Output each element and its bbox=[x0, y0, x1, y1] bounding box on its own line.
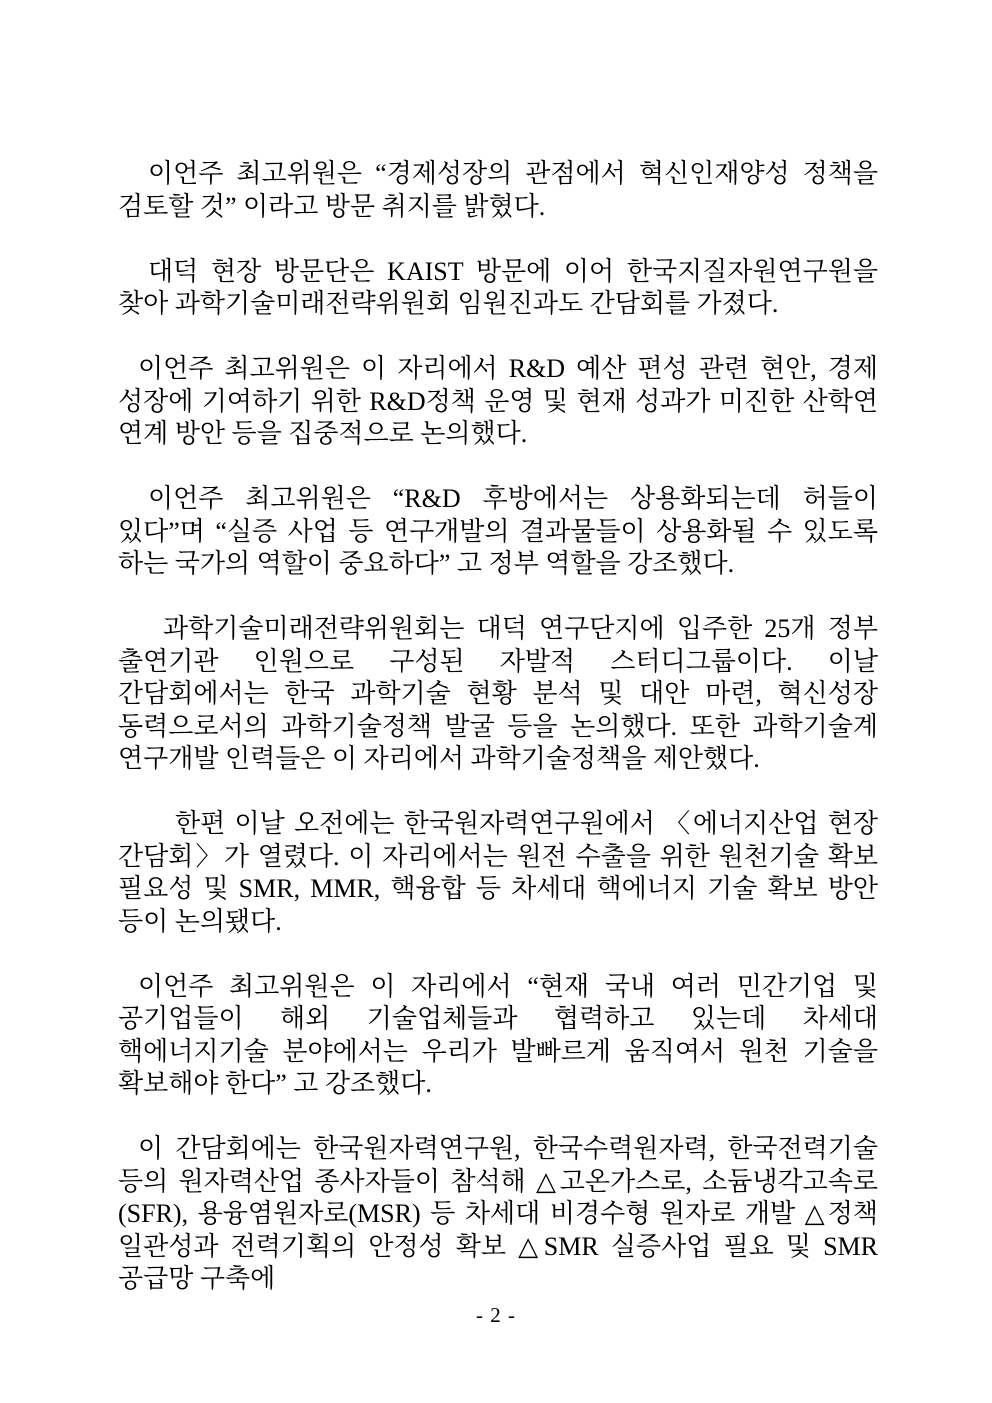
document-body bbox=[118, 158, 878, 1328]
paragraph-6: 한편 이날 오전에는 한국원자력연구원에서 〈에너지산업 현장 간담회〉가 열렸다. 이 자리에서는 원전 수출을 위한 원천기술 확보 필요성 및 SMR, MMR, 핵융합 등 차세대 핵에너지 기술 확보 방안 등이 논의됐다. bbox=[118, 809, 878, 936]
page-footer bbox=[0, 1303, 992, 1328]
paragraph-8: 이 간담회에는 한국원자력연구원, 한국수력원자력, 한국전력기술 등의 원자력산업 종사자들이 참석해 △고온가스로, 소듐냉각고속로(SFR), 용융염원자로(MSR) 등 차세대 비경수형 원자로 개발 △정책 일관성과 전력기획의 안정성 확보 △SMR 실증사업 필요 및 SMR 공급망 구축에 bbox=[118, 1134, 878, 1293]
paragraph-1: 이언주 최고위원은 “경제성장의 관점에서 혁신인재양성 정책을 검토할 것” 이라고 방문 취지를 밝혔다. bbox=[118, 159, 878, 221]
paragraph-5: 과학기술미래전략위원회는 대덕 연구단지에 입주한 25개 정부 출연기관 인원으로 구성된 자발적 스터디그룹이다. 이날 간담회에서는 한국 과학기술 현황 분석 및 대안 마련, 혁신성장 동력으로서의 과학기술정책 발굴 등을 논의했다. 또한 과학기술계 연구개발 인력들은 이 자리에서 과학기술정책을 제안했다. bbox=[118, 614, 878, 773]
paragraph-3: 이언주 최고위원은 이 자리에서 R&D 예산 편성 관련 현안, 경제 성장에 기여하기 위한 R&D정책 운영 및 현재 성과가 미진한 산학연 연계 방안 등을 집중적으로 논의했다. bbox=[118, 354, 878, 448]
paragraph-7: 이언주 최고위원은 이 자리에서 “현재 국내 여러 민간기업 및 공기업들이 해외 기술업체들과 협력하고 있는데 차세대 핵에너지기술 분야에서는 우리가 발빠르게 움직여서 원천 기술을 확보해야 한다” 고 강조했다. bbox=[118, 971, 878, 1098]
paragraph-4: 이언주 최고위원은 “R&D 후방에서는 상용화되는데 허들이 있다”며 “실증 사업 등 연구개발의 결과물들이 상용화될 수 있도록 하는 국가의 역할이 중요하다” 고 정부 역할을 강조했다. bbox=[118, 484, 878, 578]
page-number: - 2 - bbox=[476, 1303, 516, 1327]
paragraph-2: 대덕 현장 방문단은 KAIST 방문에 이어 한국지질자원연구원을 찾아 과학기술미래전략위원회 임원진과도 간담회를 가졌다. bbox=[118, 256, 878, 318]
